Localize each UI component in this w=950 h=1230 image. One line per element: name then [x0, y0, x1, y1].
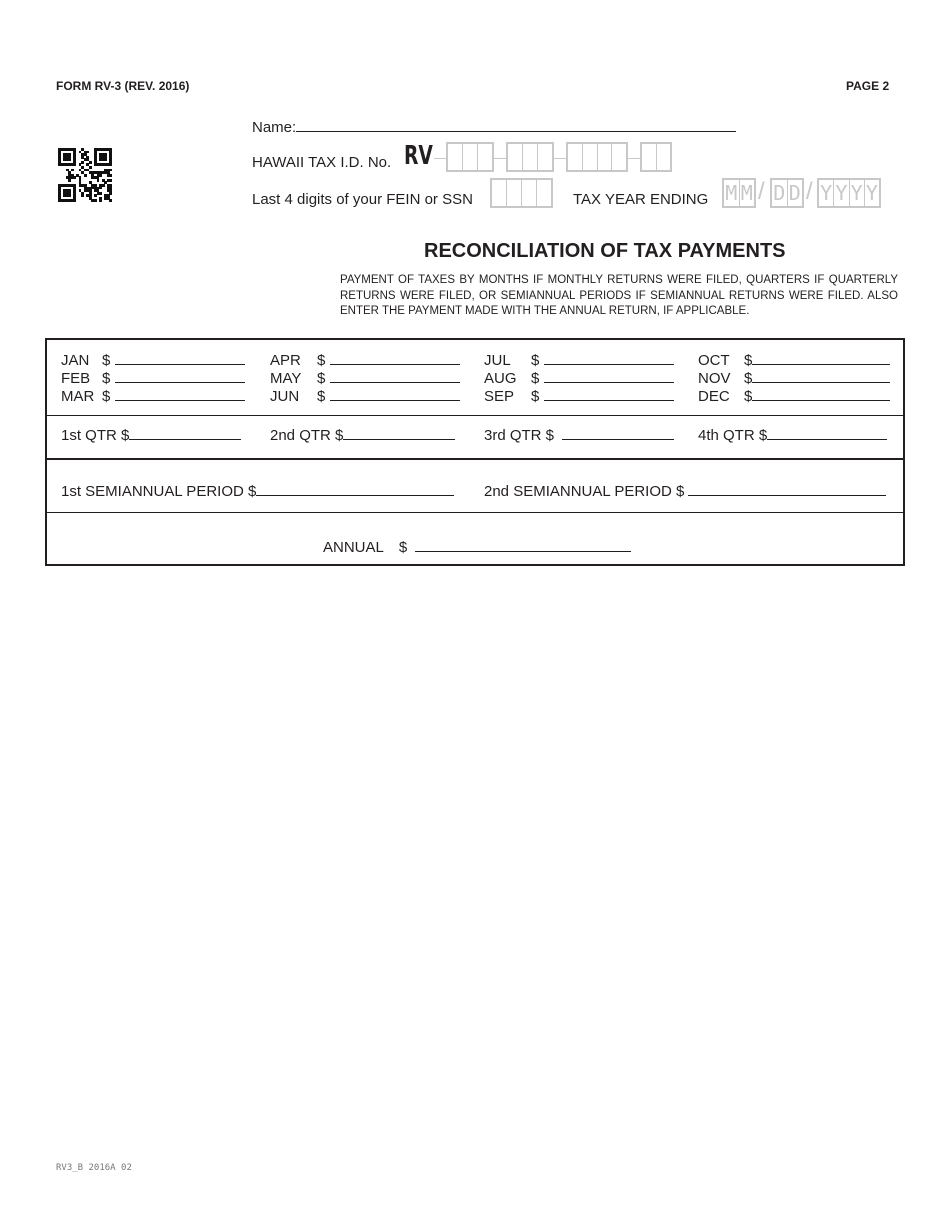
- qr-code-icon: [58, 148, 112, 202]
- qtr-2-input-line[interactable]: [343, 425, 455, 440]
- month-currency: $: [744, 370, 753, 387]
- month-field-11[interactable]: [698, 386, 890, 405]
- footer-code: RV3_B 2016A 02: [56, 1163, 132, 1173]
- tax-id-label: HAWAII TAX I.D. No.: [252, 154, 392, 171]
- month-currency: $: [744, 388, 753, 405]
- qtr-1-input-line[interactable]: [129, 425, 241, 440]
- qtr-1-label: 1st QTR $: [61, 427, 130, 444]
- month-currency: $: [317, 388, 326, 405]
- month-input-line[interactable]: [330, 350, 460, 365]
- tax-year-label: TAX YEAR ENDING: [573, 191, 709, 208]
- month-field-7[interactable]: [484, 368, 674, 387]
- month-input-line[interactable]: [330, 386, 460, 401]
- fein-input[interactable]: [490, 178, 553, 208]
- month-currency: $: [531, 370, 540, 387]
- semiannual-2-label: 2nd SEMIANNUAL PERIOD $: [484, 483, 685, 500]
- month-label: JAN: [61, 352, 90, 369]
- tax-id-prefix: RV: [404, 141, 433, 171]
- name-field[interactable]: [252, 117, 736, 136]
- semiannual-2-input-line[interactable]: [688, 481, 886, 496]
- qtr-2-label: 2nd QTR $: [270, 427, 344, 444]
- form-label: FORM RV-3 (REV. 2016): [56, 79, 190, 93]
- tax-year-day-input[interactable]: D D: [770, 178, 804, 208]
- page-label: PAGE 2: [846, 79, 890, 93]
- month-input-line[interactable]: [115, 368, 245, 383]
- month-input-line[interactable]: [544, 386, 674, 401]
- month-label: OCT: [698, 352, 730, 369]
- qtr-1-field[interactable]: [61, 425, 241, 444]
- tax-id-box-4[interactable]: [640, 142, 672, 172]
- month-field-5[interactable]: [270, 386, 460, 405]
- qtr-3-label: 3rd QTR $: [484, 427, 555, 444]
- month-field-8[interactable]: [484, 386, 674, 405]
- month-label: APR: [270, 352, 301, 369]
- month-input-line[interactable]: [544, 368, 674, 383]
- section-title: RECONCILIATION OF TAX PAYMENTS: [424, 240, 786, 262]
- month-input-line[interactable]: [544, 350, 674, 365]
- qtr-4-field[interactable]: [698, 425, 887, 444]
- month-currency: $: [317, 370, 326, 387]
- month-field-1[interactable]: [61, 368, 245, 387]
- month-field-4[interactable]: [270, 368, 460, 387]
- name-label: Name:: [252, 119, 297, 136]
- qtr-4-label: 4th QTR $: [698, 427, 768, 444]
- month-input-line[interactable]: [752, 386, 890, 401]
- month-field-2[interactable]: [61, 386, 245, 405]
- qtr-2-field[interactable]: [270, 425, 455, 444]
- month-label: FEB: [61, 370, 91, 387]
- tax-id-box-2[interactable]: [506, 142, 554, 172]
- month-currency: $: [531, 352, 540, 369]
- month-currency: $: [102, 370, 111, 387]
- tax-id-box-3[interactable]: [566, 142, 628, 172]
- month-input-line[interactable]: [115, 350, 245, 365]
- month-label: MAR: [61, 388, 95, 405]
- month-label: JUL: [484, 352, 511, 369]
- semiannual-2-field[interactable]: [484, 481, 886, 500]
- month-label: JUN: [270, 388, 300, 405]
- month-label: AUG: [484, 370, 517, 387]
- annual-label: ANNUAL: [323, 539, 384, 556]
- month-currency: $: [102, 352, 111, 369]
- tax-year-year-input[interactable]: Y Y Y Y: [817, 178, 881, 208]
- month-label: DEC: [698, 388, 730, 405]
- month-currency: $: [744, 352, 753, 369]
- month-currency: $: [531, 388, 540, 405]
- name-input-line[interactable]: [296, 117, 736, 132]
- month-field-3[interactable]: [270, 350, 460, 369]
- section-instructions: PAYMENT OF TAXES BY MONTHS IF MONTHLY RETURNS WERE FILED, QUARTERS IF QUARTERLY RETURNS WERE FILED, OR SEMIANNUAL PERIODS IF SEMIANNUAL RETURNS WERE FILED. ALSO ENTER THE PAYMENT MADE WITH THE ANNUAL RETURN, IF APPLICABLE.: [340, 274, 898, 317]
- qtr-3-input-line[interactable]: [562, 425, 674, 440]
- month-currency: $: [102, 388, 111, 405]
- month-field-10[interactable]: [698, 368, 890, 387]
- month-input-line[interactable]: [752, 368, 890, 383]
- semiannual-1-field[interactable]: [61, 481, 454, 500]
- month-input-line[interactable]: [330, 368, 460, 383]
- payments-table: [45, 338, 905, 566]
- month-label: MAY: [270, 370, 302, 387]
- semiannual-1-input-line[interactable]: [256, 481, 454, 496]
- fein-label: Last 4 digits of your FEIN or SSN: [252, 191, 473, 208]
- month-label: SEP: [484, 388, 515, 405]
- semiannual-1-label: 1st SEMIANNUAL PERIOD $: [61, 483, 257, 500]
- annual-field[interactable]: [323, 537, 631, 556]
- month-input-line[interactable]: [115, 386, 245, 401]
- tax-id-box-1[interactable]: [446, 142, 494, 172]
- month-input-line[interactable]: [752, 350, 890, 365]
- qtr-4-input-line[interactable]: [767, 425, 887, 440]
- month-field-6[interactable]: [484, 350, 674, 369]
- month-field-0[interactable]: [61, 350, 245, 369]
- annual-currency: $: [398, 539, 408, 556]
- annual-input-line[interactable]: [415, 537, 631, 552]
- month-field-9[interactable]: [698, 350, 890, 369]
- tax-year-month-input[interactable]: M M: [722, 178, 756, 208]
- qtr-3-field[interactable]: [484, 425, 674, 444]
- month-currency: $: [317, 352, 326, 369]
- month-label: NOV: [698, 370, 731, 387]
